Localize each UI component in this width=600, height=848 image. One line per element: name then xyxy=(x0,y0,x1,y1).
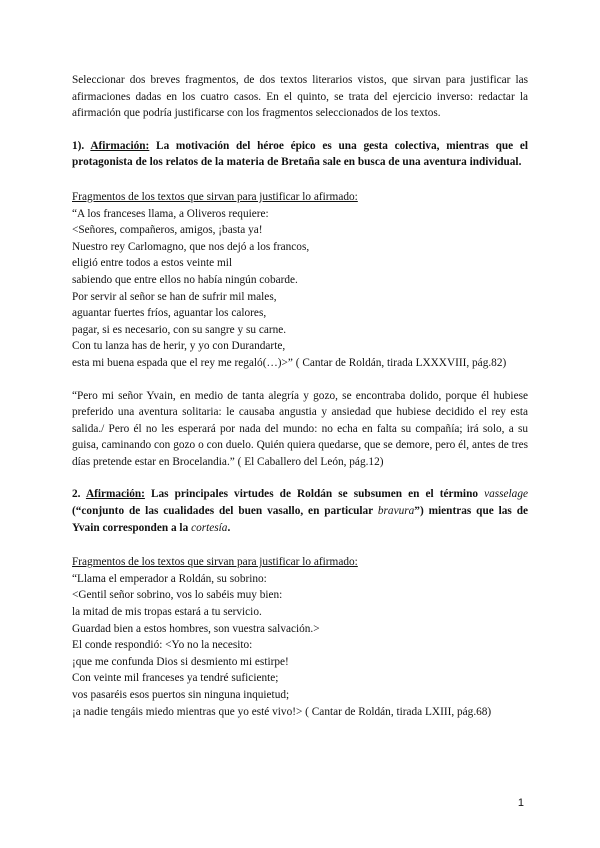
poem-line: “A los franceses llama, a Oliveros requiere: xyxy=(72,207,269,220)
poem-line: Con tu lanza has de herir, y yo con Durandarte, xyxy=(72,340,286,353)
poem-line: <Señores, compañeros, amigos, ¡basta ya! xyxy=(72,224,263,237)
page-number: 1 xyxy=(517,797,524,809)
poem-line: pagar, si es necesario, con su sangre y su carne. xyxy=(72,323,287,336)
section-1-heading xyxy=(72,138,528,171)
poem-line: “Llama el emperador a Roldán, su sobrino: xyxy=(72,572,267,585)
poem-line: vos pasaréis esos puertos sin ninguna inquietud; xyxy=(72,689,290,701)
poem-line: la mitad de mis tropas estará a tu servicio. xyxy=(72,606,262,619)
section-1-poem xyxy=(72,206,528,372)
poem-line: El conde respondió: <Yo no la necesito: xyxy=(72,639,253,652)
poem-line: sabiendo que entre ellos no había ningún cobarde. xyxy=(72,273,298,286)
section-2-statement-a: Las principales virtudes de Roldán se subsumen en el término xyxy=(144,488,485,501)
section-2-statement-d: . xyxy=(227,521,231,534)
section-2-statement-b: (“conjunto de las cualidades del buen vasallo, en particular xyxy=(72,505,378,518)
section-2-heading xyxy=(72,486,528,536)
section-2-term-bravura: bravura xyxy=(377,505,415,518)
poem-line: ¡que me confunda Dios si desmiento mi estirpe! xyxy=(72,655,289,668)
section-1-statement: La motivación del héroe épico es una gesta colectiva, mientras que el protagonista de los relatos de la materia de Bretaña sale en busca de una aventura individual. xyxy=(72,139,529,169)
poem-line: ¡a nadie tengáis miedo mientras que yo esté vivo!> ( Cantar de Roldán, tirada LXIII, pág.68) xyxy=(72,705,492,718)
section-2-label: Afirmación: xyxy=(85,488,145,501)
section-2-poem xyxy=(72,571,528,720)
section-1-fragments-heading: Fragmentos de los textos que sirvan para justificar lo afirmado: xyxy=(72,190,358,203)
poem-line: <Gentil señor sobrino, vos lo sabéis muy bien: xyxy=(72,589,283,602)
page-content xyxy=(72,72,528,736)
section-1-label: Afirmación: xyxy=(90,139,150,152)
poem-line: Guardad bien a estos hombres, son vuestra salvación.> xyxy=(72,622,320,635)
poem-line: esta mi buena espada que el rey me regaló(…)>” ( Cantar de Roldán, tirada LXXXVIII, pág.82) xyxy=(72,356,507,369)
section-2-number: 2. xyxy=(72,488,81,501)
section-2-fragments-heading: Fragmentos de los textos que sirvan para justificar lo afirmado: xyxy=(72,556,358,569)
section-1-prose-fragment: “Pero mi señor Yvain, en medio de tanta alegría y gozo, se encontraba dolido, porque él hubiese preferido una aventura solitaria: le causaba angustia y ansiedad que hubiese decidido el rey esta salida./ Pero él no les esperará por nada del mundo: no echa en falta su compañía; irá solo, a su guisa, caminando con gozo o con duelo. Quién quiera quedarse, que se demore, pero él, antes de tres días pretende estar en Brocelandia.” ( El Caballero del León, pág.12) xyxy=(72,389,528,468)
section-1-number: 1). xyxy=(72,139,85,152)
section-2-statement-c: ”) mientras que las de Yvain corresponden a la xyxy=(72,505,529,534)
poem-line: aguantar fuertes fríos, aguantar los calores, xyxy=(72,307,267,320)
poem-line: Con veinte mil franceses ya tendré suficiente; xyxy=(72,672,279,685)
section-2-term-vasselage: vasselage xyxy=(484,488,528,501)
poem-line: eligió entre todos a estos veinte mil xyxy=(72,257,233,270)
poem-line: Por servir al señor se han de sufrir mil males, xyxy=(72,290,277,303)
poem-line: Nuestro rey Carlomagno, que nos dejó a los francos, xyxy=(72,240,310,253)
section-2-term-cortesia: cortesía xyxy=(191,521,228,534)
intro-paragraph: Seleccionar dos breves fragmentos, de dos textos literarios vistos, que sirvan para justificar las afirmaciones dadas en los cuatro casos. En el quinto, se trata del ejercicio inverso: redactar la afirmación que podría justificarse con los fragmentos seleccionados de los textos. xyxy=(72,74,528,120)
